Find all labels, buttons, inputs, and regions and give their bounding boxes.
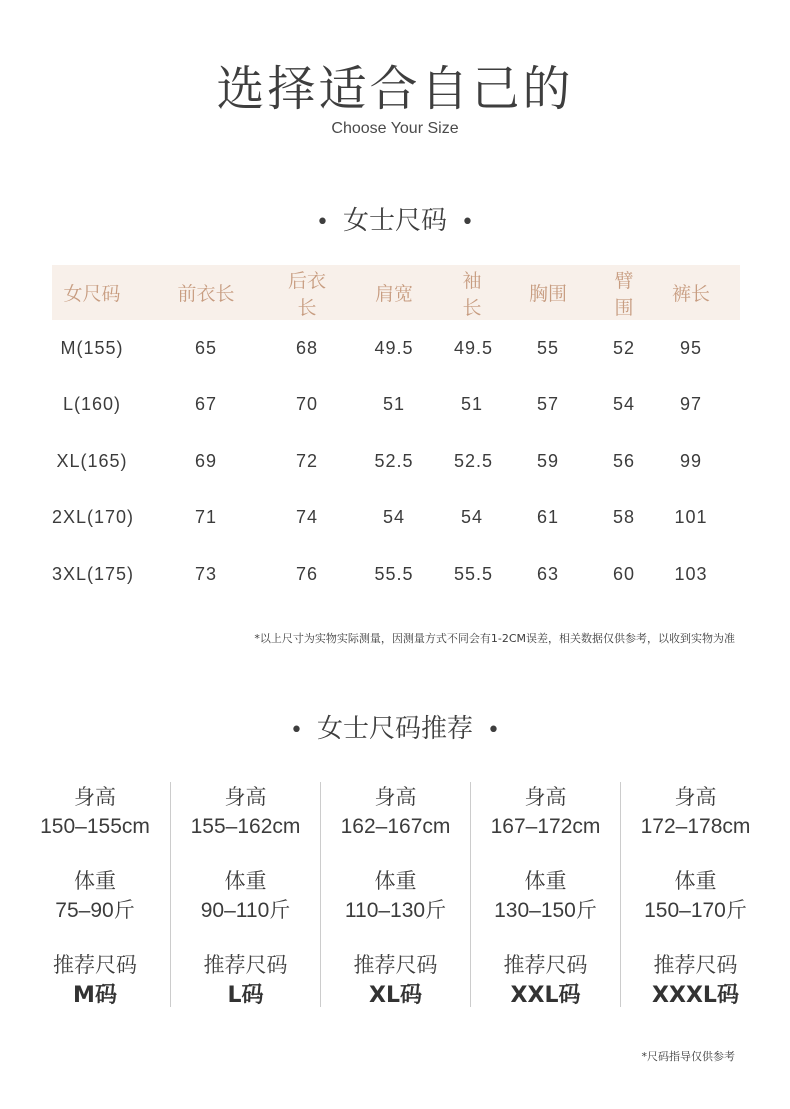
measurement-cell: 55.5 [454,563,494,584]
recommendation-column [470,782,620,1007]
size-table-header [52,265,740,320]
measurement-cell: 54 [460,507,484,528]
height-label: 身高 [524,785,567,809]
measurement-cell: 74 [295,507,319,528]
bullet-dot-icon: • [487,718,500,743]
column-header: 胸围 [528,283,567,305]
measurement-cell: 70 [295,394,319,415]
measurement-cell: 103 [674,563,708,584]
measurement-cell: 63 [536,563,560,584]
measurement-cell: 68 [295,337,319,358]
weight-value: 90–110斤 [200,899,291,922]
measurement-cell: 71 [194,507,218,528]
height-label: 身高 [674,785,717,809]
measurement-cell: 67 [194,394,218,415]
measurement-note: *以上尺寸为实物实际测量，因测量方式不同会有1-2CM误差，相关数据仅供参考，以收到实物为准 [254,632,735,645]
size-cell: M(155) [60,337,124,358]
height-label: 身高 [374,785,417,809]
column-header: 臂围 [614,269,634,319]
measurement-cell: 51 [460,394,484,415]
height-value: 162–167cm [340,815,451,838]
bullet-dot-icon: • [461,210,474,235]
height-value: 167–172cm [490,815,601,838]
measurement-cell: 65 [194,337,218,358]
weight-label: 体重 [374,869,417,893]
spacer [20,842,170,866]
recommend-title [0,708,790,745]
measurement-cell: 76 [295,563,319,584]
height-value: 150–155cm [40,815,150,838]
recommendation-column [620,782,770,1007]
measurement-cell: 49.5 [454,337,494,358]
size-cell: XL(165) [56,450,128,471]
measurement-cell: 52 [612,337,636,358]
page-title: 选择适合自己的 [216,61,574,117]
measurement-cell: 61 [536,507,560,528]
recommended-size-label: 推荐尺码 [503,953,588,977]
measurement-cell: 99 [679,450,703,471]
size-cell: 2XL(170) [52,507,135,528]
measurement-cell: 56 [612,450,636,471]
size-table [52,265,740,603]
recommended-size-label: 推荐尺码 [53,953,137,977]
size-chart-title [0,200,790,237]
bullet-dot-icon: • [290,718,303,743]
spacer [20,926,170,950]
column-header: 后衣长 [287,269,326,319]
measurement-cell: 97 [679,394,703,415]
size-cell: L(160) [62,394,122,415]
height-label: 身高 [224,785,267,809]
measurement-cell: 60 [612,563,636,584]
spacer [321,926,470,950]
measurement-cell: 55.5 [374,563,414,584]
measurement-cell: 54 [382,507,406,528]
recommended-size-label: 推荐尺码 [203,953,288,977]
recommendation-column [20,782,170,1007]
table-row [52,377,740,434]
measurement-cell: 72 [295,450,319,471]
recommended-size-value: XXL码 [510,983,581,1008]
weight-value: 110–130斤 [344,899,447,922]
measurement-cell: 69 [194,450,218,471]
table-row [52,320,740,377]
column-header: 前衣长 [177,283,235,305]
weight-value: 130–150斤 [494,899,597,922]
measurement-cell: 52.5 [374,450,414,471]
measurement-cell: 49.5 [374,337,414,358]
recommendation-column [320,782,470,1007]
measurement-cell: 54 [612,394,636,415]
spacer [171,842,320,866]
recommendation-column [170,782,320,1007]
measurement-cell: 51 [382,394,406,415]
measurement-cell: 95 [679,337,703,358]
measurement-cell: 55 [536,337,560,358]
weight-value: 150–170斤 [644,899,747,922]
column-header: 裤长 [671,283,710,305]
recommended-size-label: 推荐尺码 [353,953,438,977]
recommended-size-value: M码 [73,983,117,1008]
height-value: 172–178cm [640,815,751,838]
table-row [52,433,740,490]
weight-label: 体重 [524,869,567,893]
spacer [321,842,470,866]
spacer [471,926,620,950]
column-header: 袖长 [462,269,482,319]
column-header: 肩宽 [374,283,413,305]
table-row [52,490,740,547]
spacer [471,842,620,866]
weight-label: 体重 [224,869,267,893]
column-header: 女尺码 [63,283,121,305]
recommended-size-value: L码 [227,983,264,1008]
measurement-cell: 59 [536,450,560,471]
guide-note: *尺码指导仅供参考 [641,1050,735,1063]
weight-label: 体重 [74,869,116,893]
weight-value: 75–90斤 [55,899,135,922]
measurement-cell: 58 [612,507,636,528]
table-row [52,546,740,603]
recommend-title-text: 女士尺码推荐 [316,714,473,744]
bullet-dot-icon: • [316,210,329,235]
height-label: 身高 [74,785,116,809]
recommended-size-value: XXXL码 [652,983,739,1008]
measurement-cell: 52.5 [454,450,494,471]
measurement-cell: 57 [536,394,560,415]
weight-label: 体重 [674,869,717,893]
page-subtitle: Choose Your Size [331,120,459,137]
measurement-cell: 73 [194,563,218,584]
size-chart-title-text: 女士尺码 [342,206,447,236]
spacer [621,842,770,866]
size-recommendation-grid [20,782,770,1007]
spacer [621,926,770,950]
spacer [171,926,320,950]
size-cell: 3XL(175) [52,563,135,584]
recommended-size-value: XL码 [369,983,422,1008]
recommended-size-label: 推荐尺码 [653,953,738,977]
measurement-cell: 101 [674,507,708,528]
height-value: 155–162cm [190,815,301,838]
